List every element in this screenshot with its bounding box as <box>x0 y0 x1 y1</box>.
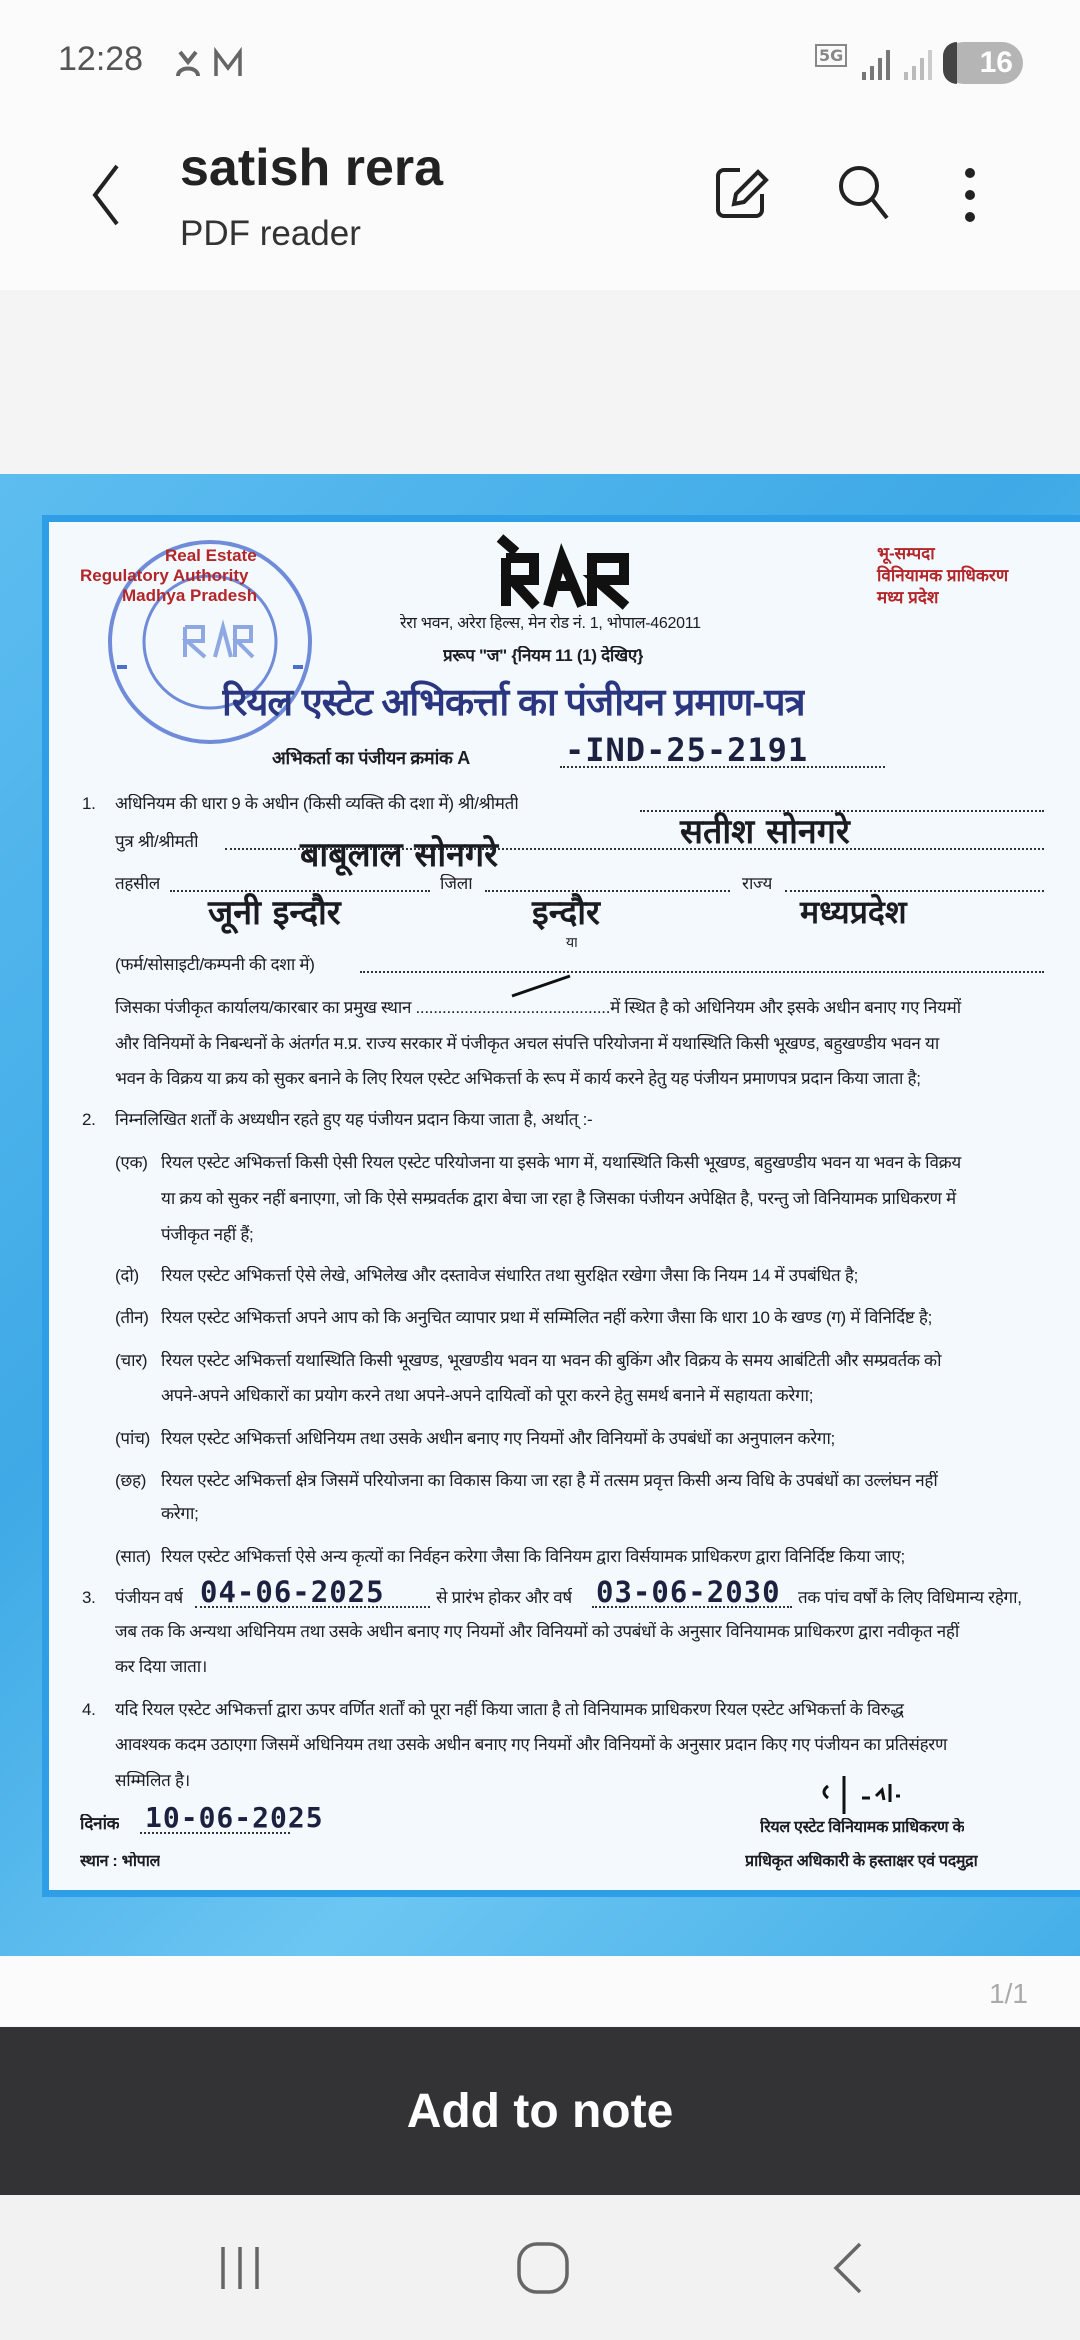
status-bar <box>0 0 1080 112</box>
status-time: 12:28 <box>58 40 144 78</box>
clause-label: (तीन) <box>115 1308 149 1327</box>
home-button[interactable] <box>515 2240 571 2296</box>
clause-line: या क्रय को सुकर नहीं बनाएगा, जो कि ऐसे सम्प्रवर्तक द्वारा बेचा जा रहा है जिसका पंजीयन अपेक्षित है, परन्तु जो विनियामक प्राधिकरण में <box>161 1189 956 1208</box>
item3-suffix: तक पांच वर्षों के लिए विधिमान्य रहेगा, <box>798 1588 1022 1607</box>
battery-fill <box>943 42 957 84</box>
agent-name-handwritten: सतीश सोनगरे <box>680 812 850 852</box>
tehsil-handwritten: जूनी इन्दौर <box>208 893 341 933</box>
tehsil-label: तहसील <box>115 874 160 893</box>
page-indicator: 1/1 <box>989 1978 1028 2009</box>
district-handwritten: इन्दौर <box>532 893 600 933</box>
navigation-bar <box>0 2195 1080 2340</box>
place-label: स्थान : भोपाल <box>80 1853 161 1870</box>
registration-label: अभिकर्ता का पंजीयन क्रमांक A <box>272 748 470 768</box>
officer-signature <box>810 1774 950 1816</box>
dotted-line <box>170 890 430 892</box>
clause-line: रियल एस्टेट अभिकर्त्ता अपने आप को कि अनुचित व्यापार प्रथा में सम्मिलित नहीं करेगा जैसा कि धारा 10 के खण्ड (ग) में विनिर्दिष्ट है; <box>161 1308 932 1327</box>
certificate-title: रियल एस्टेट अभिकर्त्ता का पंजीयन प्रमाण-पत्र <box>222 682 805 724</box>
son-of-label: पुत्र श्री/श्रीमती <box>115 832 199 851</box>
father-name-handwritten: बाबूलाल सोनगरे <box>300 835 499 875</box>
authority-name-hi-1: भू-सम्पदा <box>877 544 935 563</box>
clause-line: पंजीकृत नहीं हैं; <box>161 1225 254 1244</box>
authority-name-hi-2: विनियामक प्राधिकरण <box>877 566 1009 585</box>
item-number: 4. <box>82 1700 96 1719</box>
clause-line: रियल एस्टेट अभिकर्त्ता क्षेत्र जिसमें परियोजना का विकास किया जा रहा है में तत्सम प्रवृत्त किसी अन्य विधि के उपबंधों का उल्लंघन नहीं <box>161 1471 938 1490</box>
item3-prefix: पंजीयन वर्ष <box>115 1588 183 1607</box>
item2-intro: निम्नलिखित शर्तों के अध्यधीन रहते हुए यह पंजीयन प्रदान किया जाता है, अर्थात् :- <box>115 1110 593 1129</box>
clause-label: (सात) <box>115 1547 151 1566</box>
issue-date: 10-06-2025 <box>145 1801 324 1834</box>
strike-mark <box>508 974 578 998</box>
registration-number: -IND-25-2191 <box>565 731 809 769</box>
signatory-line: रियल एस्टेट विनियामक प्राधिकरण के <box>760 1819 965 1836</box>
back-button[interactable] <box>85 162 125 228</box>
add-to-note-button[interactable]: Add to note <box>0 2027 1080 2195</box>
validity-start-date: 04-06-2025 <box>200 1575 385 1609</box>
item3-middle: से प्रारंभ होकर और वर्ष <box>436 1588 572 1607</box>
clause-label: (पांच) <box>115 1429 150 1448</box>
item4-line: आवश्यक कदम उठाएगा जिसमें अधिनियम तथा उसके अधीन बनाए गए नियमों और विनियमों के अनुसार प्रदान किए गए पंजीयन का प्रतिसंहरण <box>115 1735 947 1754</box>
item-number: 1. <box>82 794 96 813</box>
rera-logo <box>492 532 652 612</box>
firm-label: (फर्म/सोसाइटी/कम्पनी की दशा में) <box>115 955 315 974</box>
battery-indicator <box>943 42 1023 84</box>
authority-name-en-3: Madhya Pradesh <box>122 586 258 605</box>
item4-line: यदि रियल एस्टेट अभिकर्त्ता द्वारा ऊपर वर्णित शर्तों को पूरा नहीं किया जाता है तो विनियामक प्राधिकरण रियल एस्टेट अभिकर्त्ता के विरुद्ध <box>115 1700 904 1719</box>
dotted-line <box>485 890 730 892</box>
clause-line: रियल एस्टेट अभिकर्त्ता किसी ऐसी रियल एस्टेट परियोजना या इसके भाग में, यथास्थिति किसी भूखण्ड, बहुखण्डीय भवन या भवन के विक्रय <box>161 1153 961 1172</box>
edit-button[interactable] <box>712 162 774 224</box>
clause-line: रियल एस्टेट अभिकर्त्ता ऐसे लेखे, अभिलेख और दस्तावेज संधारित तथा सुरक्षित रखेगा जैसा कि नियम 14 में उपबंधित है; <box>161 1266 859 1285</box>
date-label: दिनांक <box>80 1814 120 1833</box>
item-number: 2. <box>82 1110 96 1129</box>
item1-line: और विनियमों के निबन्धनों के अंतर्गत म.प्र. राज्य सरकार में पंजीकृत अचल संपत्ति परियोजना में यथास्थिति किसी भूखण्ड, बहुखण्डीय भवन या <box>115 1034 939 1053</box>
address: रेरा भवन, अरेरा हिल्स, मेन रोड नं. 1, भोपाल-462011 <box>400 615 701 632</box>
clause-line: रियल एस्टेट अभिकर्त्ता ऐसे अन्य कृत्यों का निर्वहन करेगा जैसा कि विनियम द्वारा विर्सयामक प्राधिकरण द्वारा विनिर्दिष्ट किया जाए; <box>161 1547 905 1566</box>
dotted-line <box>785 890 1044 892</box>
battery-level: 16 <box>979 46 1013 79</box>
document-title: satish rera <box>180 139 444 197</box>
form-reference: प्ररूप "ज" {नियम 11 (1) देखिए} <box>443 646 644 665</box>
app-header <box>0 112 1080 290</box>
state-handwritten: मध्यप्रदेश <box>800 893 907 931</box>
clause-label: (एक) <box>115 1153 148 1172</box>
item1-text: अधिनियम की धारा 9 के अधीन (किसी व्यक्ति की दशा में) श्री/श्रीमती <box>115 794 519 813</box>
network-5g-icon: 5G <box>815 44 847 67</box>
search-button[interactable] <box>835 162 895 222</box>
item4-line: सम्मिलित है। <box>115 1771 190 1790</box>
item-number: 3. <box>82 1588 96 1607</box>
district-label: जिला <box>440 874 473 893</box>
clause-label: (दो) <box>115 1266 139 1285</box>
item1-line: भवन के विक्रय या क्रय को सुकर बनाने के लिए रियल एस्टेट अभिकर्त्ता के रूप में कार्य करने हेतु यह पंजीयन प्रमाणपत्र प्रदान किया जाता है; <box>115 1069 921 1088</box>
notification-icons <box>176 46 256 80</box>
clause-label: (छह) <box>115 1471 147 1490</box>
clause-line: करेगा; <box>161 1504 199 1523</box>
signal-icon <box>860 46 940 82</box>
clause-line: रियल एस्टेट अभिकर्त्ता अधिनियम तथा उसके अधीन बनाए गए नियमों और विनियमों के उपबंधों का अनुपालन करेगा; <box>161 1429 835 1448</box>
recent-apps-button[interactable] <box>215 2243 265 2293</box>
authority-name-en-1: Real Estate <box>165 546 257 565</box>
authority-name-hi-3: मध्य प्रदेश <box>877 588 939 607</box>
item3-line: जब तक कि अन्यथा अधिनियम तथा उसके अधीन बनाए गए नियमों और विनियमों को उपबंधों के अनुसार विनियामक प्राधिकरण द्वारा नवीकृत नहीं <box>115 1622 959 1641</box>
clause-label: (चार) <box>115 1351 148 1370</box>
dotted-line <box>360 971 1044 973</box>
nav-back-button[interactable] <box>828 2240 868 2296</box>
more-options-button[interactable] <box>955 165 985 225</box>
or-label: या <box>566 934 578 950</box>
item3-line: कर दिया जाता। <box>115 1657 208 1676</box>
app-subtitle: PDF reader <box>180 214 361 253</box>
validity-end-date: 03-06-2030 <box>596 1575 781 1609</box>
clause-line: रियल एस्टेट अभिकर्त्ता यथास्थिति किसी भूखण्ड, भूखण्डीय भवन या भवन की बुकिंग और विक्रय के समय आबंटिती और सम्प्रवर्तक को <box>161 1351 942 1370</box>
authority-name-en-2: Regulatory Authority <box>80 566 249 585</box>
item1-line: जिसका पंजीकृत कार्यालय/कारबार का प्रमुख स्थान ............................................में स्थित है को अधिनियम और इसके अधीन बनाए गए नियमों <box>115 998 961 1017</box>
signatory-line: प्राधिकृत अधिकारी के हस्ताक्षर एवं पदमुद्रा <box>745 1853 978 1870</box>
clause-line: अपने-अपने अधिकारों का प्रयोग करने तथा अपने-अपने दायित्वों को पूरा करने हेतु समर्थ बनाने में सहायता करेगा; <box>161 1386 814 1405</box>
state-label: राज्य <box>742 874 773 893</box>
page-footer <box>0 1956 1080 2026</box>
